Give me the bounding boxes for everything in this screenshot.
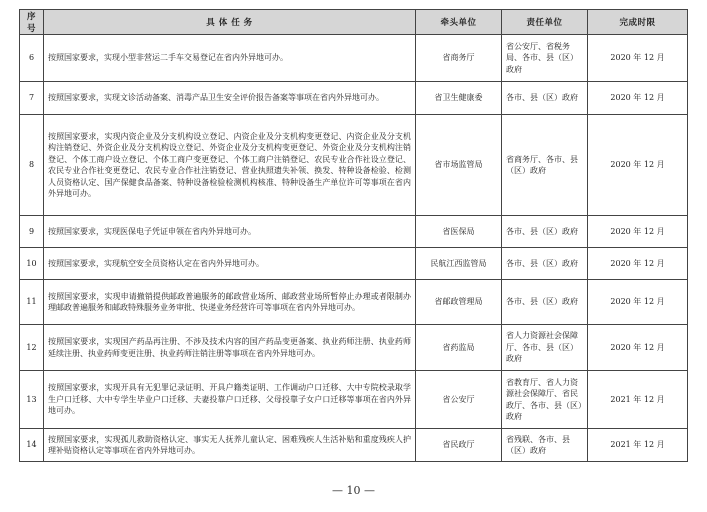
row-responsible-unit: 各市、县（区）政府 bbox=[502, 280, 588, 325]
row-deadline: 2020 年 12 月 bbox=[588, 325, 688, 371]
table-row bbox=[20, 35, 688, 82]
row-seq: 13 bbox=[20, 371, 44, 429]
row-deadline: 2020 年 12 月 bbox=[588, 280, 688, 325]
row-task: 按照国家要求，实现孤儿救助资格认定、事实无人抚养儿童认定、困难残疾人生活补贴和重度残疾人护理补贴资格认定等事项在省内外异地可办。 bbox=[44, 429, 416, 462]
row-lead-unit: 省卫生健康委 bbox=[416, 82, 502, 115]
row-seq: 8 bbox=[20, 115, 44, 216]
row-deadline: 2020 年 12 月 bbox=[588, 216, 688, 248]
row-task: 按照国家要求，实现开具有无犯罪记录证明、开具户籍类证明、工作调动户口迁移、大中专院校录取学生户口迁移、大中专学生毕业户口迁移、夫妻投靠户口迁移、父母投靠子女户口迁移等事项在省内外异地可办。 bbox=[44, 371, 416, 429]
row-lead-unit: 省民政厅 bbox=[416, 429, 502, 462]
row-task: 按照国家要求，实现小型非营运二手车交易登记在省内外异地可办。 bbox=[44, 35, 416, 82]
row-responsible-unit: 各市、县（区）政府 bbox=[502, 248, 588, 280]
row-deadline: 2020 年 12 月 bbox=[588, 248, 688, 280]
table-row bbox=[20, 429, 688, 462]
row-seq: 7 bbox=[20, 82, 44, 115]
table-row bbox=[20, 82, 688, 115]
task-table bbox=[19, 9, 688, 462]
header-seq: 序号 bbox=[20, 10, 44, 35]
row-task: 按照国家要求，实现航空安全员资格认定在省内外异地可办。 bbox=[44, 248, 416, 280]
row-lead-unit: 民航江西监管局 bbox=[416, 248, 502, 280]
row-task: 按照国家要求，实现内资企业及分支机构设立登记、内资企业及分支机构变更登记、内资企业及分支机构注销登记、外资企业及分支机构设立登记、外资企业及分支机构变更登记、外资企业及分支机构注销登记、个体工商户设立登记、个体工商户变更登记、个体工商户注销登记、农民专业合作社设立登记、农民专业合作社变更登记、农民专业合作社注销登记、营业执照遗失补领、换发、特种设备检验、检测人员资格认定、国产保健食品备案、特种设备检验检测机构核准、特种设备生产单位许可等事项在省内外异地可办。 bbox=[44, 115, 416, 216]
row-responsible-unit: 省人力资源社会保障厅、各市、县（区）政府 bbox=[502, 325, 588, 371]
header-task: 具 体 任 务 bbox=[44, 10, 416, 35]
row-seq: 6 bbox=[20, 35, 44, 82]
row-task: 按照国家要求，实现医保电子凭证申领在省内外异地可办。 bbox=[44, 216, 416, 248]
header-responsible-unit: 责任单位 bbox=[502, 10, 588, 35]
row-lead-unit: 省公安厅 bbox=[416, 371, 502, 429]
table-row bbox=[20, 115, 688, 216]
row-lead-unit: 省邮政管理局 bbox=[416, 280, 502, 325]
page-number: — 10 — bbox=[332, 484, 375, 497]
row-task: 按照国家要求，实现申请撤销提供邮政普遍服务的邮政营业场所、邮政营业场所暂停止办理或者限制办理邮政普遍服务和邮政特殊服务业务审批、快递业务经营许可等事项在省内外异地可办。 bbox=[44, 280, 416, 325]
row-task: 按照国家要求，实现国产药品再注册、不涉及技术内容的国产药品变更备案、执业药师注册、执业药师延续注册、执业药师变更注册、执业药师注销注册等事项在省内外异地可办。 bbox=[44, 325, 416, 371]
row-lead-unit: 省市场监管局 bbox=[416, 115, 502, 216]
header-deadline: 完成时限 bbox=[588, 10, 688, 35]
row-responsible-unit: 省公安厅、省税务局、各市、县（区）政府 bbox=[502, 35, 588, 82]
row-lead-unit: 省商务厅 bbox=[416, 35, 502, 82]
row-seq: 9 bbox=[20, 216, 44, 248]
row-lead-unit: 省药监局 bbox=[416, 325, 502, 371]
row-lead-unit: 省医保局 bbox=[416, 216, 502, 248]
row-responsible-unit: 省残联、各市、县（区）政府 bbox=[502, 429, 588, 462]
row-seq: 14 bbox=[20, 429, 44, 462]
row-responsible-unit: 省教育厅、省人力资源社会保障厅、省民政厅、各市、县（区）政府 bbox=[502, 371, 588, 429]
row-deadline: 2021 年 12 月 bbox=[588, 429, 688, 462]
row-deadline: 2020 年 12 月 bbox=[588, 115, 688, 216]
table-row bbox=[20, 280, 688, 325]
table-row bbox=[20, 371, 688, 429]
row-seq: 10 bbox=[20, 248, 44, 280]
table-row bbox=[20, 248, 688, 280]
row-seq: 11 bbox=[20, 280, 44, 325]
row-responsible-unit: 各市、县（区）政府 bbox=[502, 216, 588, 248]
row-deadline: 2020 年 12 月 bbox=[588, 82, 688, 115]
table-row bbox=[20, 216, 688, 248]
row-task: 按照国家要求，实现文诊活动备案、消毒产品卫生安全评价报告备案等事项在省内外异地可办。 bbox=[44, 82, 416, 115]
row-responsible-unit: 各市、县（区）政府 bbox=[502, 82, 588, 115]
table-header-row bbox=[20, 10, 688, 35]
row-seq: 12 bbox=[20, 325, 44, 371]
header-lead-unit: 牵头单位 bbox=[416, 10, 502, 35]
row-deadline: 2020 年 12 月 bbox=[588, 35, 688, 82]
row-deadline: 2021 年 12 月 bbox=[588, 371, 688, 429]
table-row bbox=[20, 325, 688, 371]
row-responsible-unit: 省商务厅、各市、县（区）政府 bbox=[502, 115, 588, 216]
